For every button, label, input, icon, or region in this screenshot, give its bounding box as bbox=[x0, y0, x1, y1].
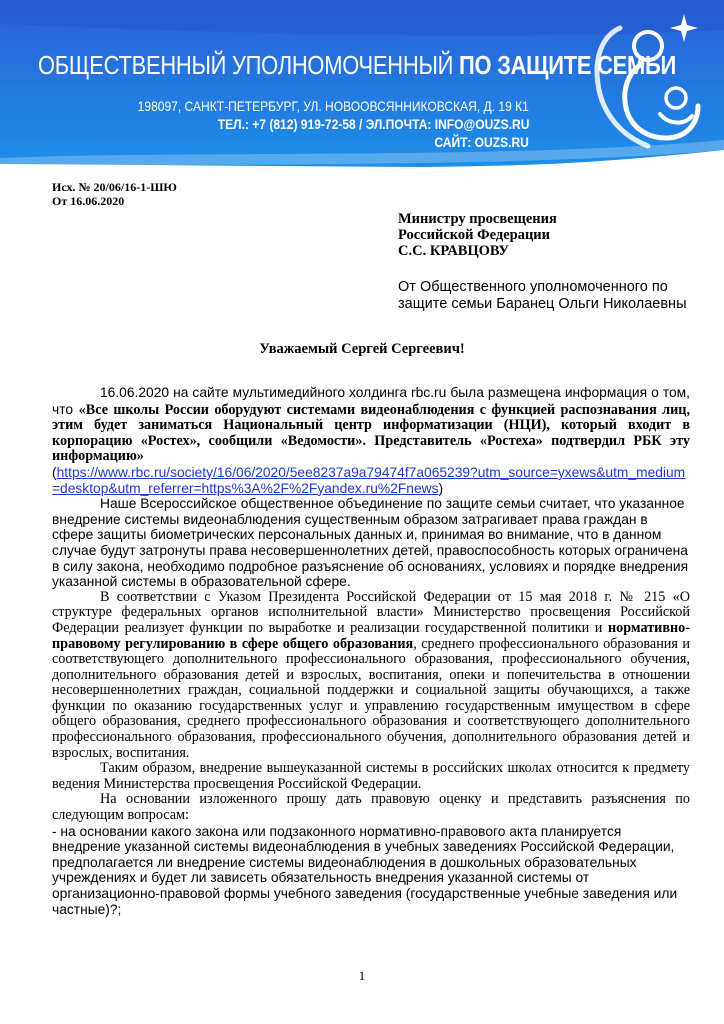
org-title: ОБЩЕСТВЕННЫЙ УПОЛНОМОЧЕННЫЙ ПО ЗАЩИТЕ СЕМЬИ bbox=[38, 52, 677, 80]
recipient-line-3: С.С. КРАВЦОВУ bbox=[398, 243, 509, 259]
paragraph-5: На основании изложенного прошу дать правовую оценку и представить разъяснения по следующим вопросам: bbox=[52, 791, 690, 824]
sender-block: От Общественного уполномоченного по защите семьи Баранец Ольги Николаевны bbox=[398, 279, 687, 312]
recipient-line-2: Российской Федерации bbox=[398, 227, 551, 243]
recipient-block bbox=[398, 211, 557, 259]
paragraph-4: Таким образом, внедрение вышеуказанной системы в российских школах относится к предмету ведения Министерства просвещения Российской Федерации. bbox=[52, 760, 690, 792]
source-link[interactable]: https://www.rbc.ru/society/16/06/2020/5ee8237a9a79474f7a065239?utm_source=yxews&utm_medium=desktop&utm_referrer=https%3A%2F%2Fyandex.ru%2Fnews bbox=[52, 464, 686, 496]
family-logo-icon bbox=[572, 6, 722, 156]
letter-body bbox=[52, 385, 690, 917]
outgoing-number: Исх. № 20/06/16-1-ШЮ bbox=[52, 180, 177, 194]
page-number: 1 bbox=[358, 968, 366, 983]
recipient-line-1: Министру просвещения bbox=[398, 211, 557, 227]
question-1: - на основании какого закона или подзаконного нормативно-правового акта планируется внедрение указанной системы видеонаблюдения в учебных заведениях Российской Федерации, предполагается ли внедрение системы видеонаблюдения в дошкольных образовательных учреждениях и будет ли зависеть обязательность внедрения указанной системы от организационно-правовой формы учебного заведения (государственные учебные заведения или частные)?; bbox=[52, 823, 678, 917]
outgoing-reference bbox=[52, 180, 177, 208]
salutation: Уважаемый Сергей Сергеевич! bbox=[259, 341, 465, 357]
org-site: САЙТ: OUZS.RU bbox=[434, 134, 529, 150]
outgoing-date: От 16.06.2020 bbox=[52, 194, 125, 208]
paragraph-1: 16.06.2020 на сайте мультимедийного холдинга rbc.ru была размещена информация о том, что «Все школы России оборудуют системами видеонаблюдения с функцией распознавания лиц, этим будет заниматься Национальный центр информатизации (НЦИ), который входит в корпорацию «Ростех», сообщили «Ведомости». Представитель «Ростеха» подтвердил РБК эту информацию» bbox=[52, 385, 690, 465]
source-link-line: (https://www.rbc.ru/society/16/06/2020/5ee8237a9a79474f7a065239?utm_source=yxews&utm_medium=desktop&utm_referrer=https%3A%2F%2Fyandex.ru%2Fnews) bbox=[52, 464, 686, 496]
letterhead-banner bbox=[0, 0, 724, 170]
paragraph-2: Наше Всероссийское общественное объединение по защите семьи считает, что указанное внедрение системы видеонаблюдения существенным образом затрагивает права граждан в сфере защиты биометрических персональных данных и, принимая во внимание, что в данном случае будут затронуты права несовершеннолетних детей, правоспособность которых ограничена в силу закона, необходимо подробное разъяснение об основаниях, условиях и порядке внедрения указанной системы в образовательной сфере. bbox=[52, 496, 689, 590]
org-contacts: ТЕЛ.: +7 (812) 919-72-58 / ЭЛ.ПОЧТА: INFO@OUZS.RU bbox=[217, 116, 529, 132]
paragraph-3: В соответствии с Указом Президента Российской Федерации от 15 мая 2018 г. № 215 «О структуре федеральных органов исполнительной власти» Министерство просвещения Российской Федерации реализует функции по выработке и реализации государственной политики и нормативно-правовому регулированию в сфере общего образования, среднего профессионального образования и соответствующего дополнительного профессионального образования, профессионального обучения, дополнительного образования детей и взрослых, воспитания, опеки и попечительства в отношении несовершеннолетних граждан, социальной поддержки и социальной защиты обучающихся, а также функции по оказанию государственных услуг и управлению государственным имуществом в сфере общего образования, среднего профессионального образования и соответствующего дополнительного профессионального образования, профессионального обучения, дополнительного образования детей и взрослых, воспитания. bbox=[52, 588, 691, 761]
org-address: 198097, САНКТ-ПЕТЕРБУРГ, УЛ. НОВООВСЯННИКОВСКАЯ, Д. 19 К1 bbox=[137, 98, 529, 114]
